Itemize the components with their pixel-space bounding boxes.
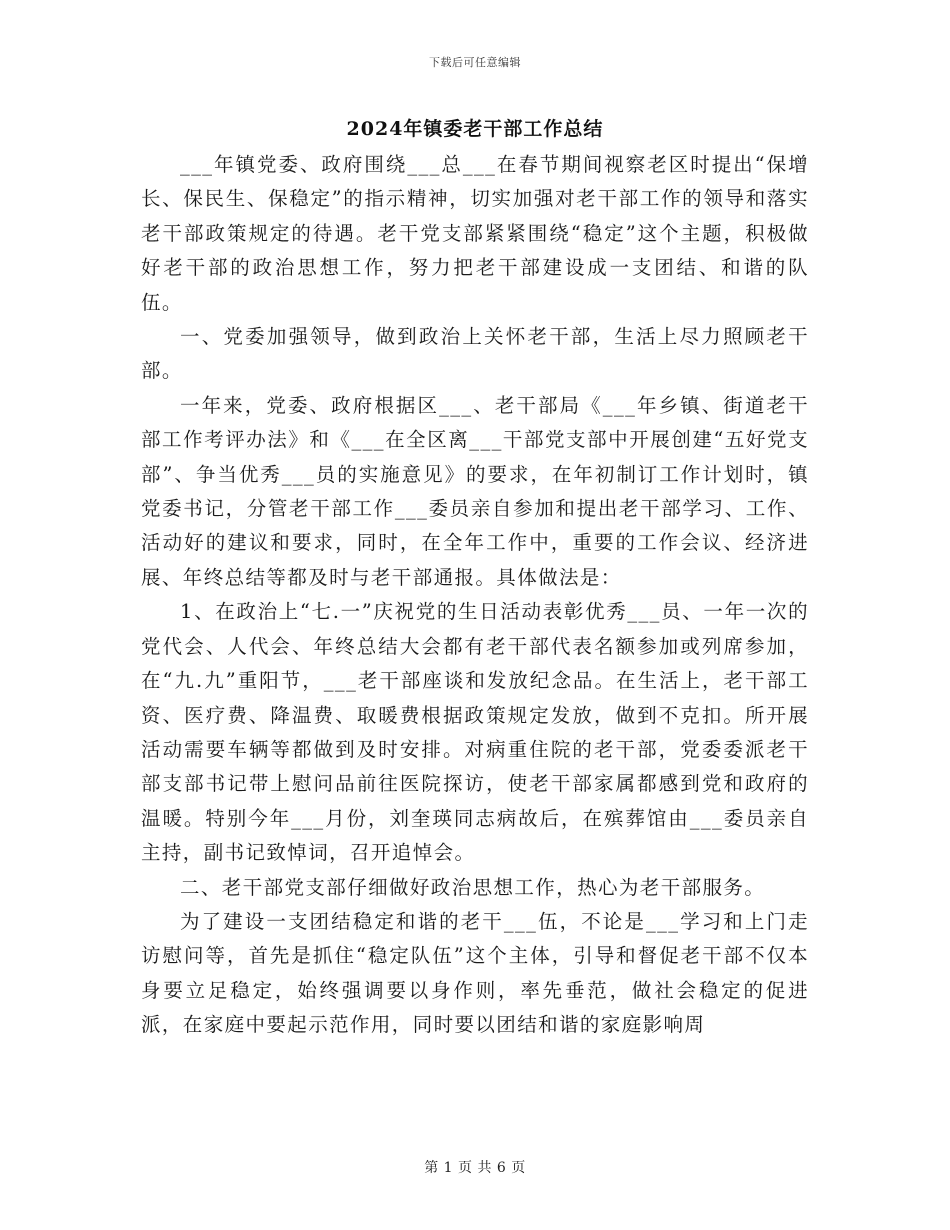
paragraph-3: 为了建设一支团结稳定和谐的老干___伍，不论是___学习和上门走访慰问等，首先是抓住“稳定队伍”这个主体，引导和督促老干部不仅本身要立足稳定，始终强调要以身作则，率先垂范，做社会稳定的促进派，在家庭中要起示范作用，同时要以团结和谐的家庭影响周 — [141, 909, 809, 1037]
paragraph-2: 1、在政治上“七.一”庆祝党的生日活动表彰优秀___员、一年一次的党代会、人代会、年终总结大会都有老干部代表名额参加或列席参加，在“九.九”重阳节，___老干部座谈和发放纪念品。在生活上，老干部工资、医疗费、降温费、取暖费根据政策规定发放，做到不克扣。所开展活动需要车辆等都做到及时安排。对病重住院的老干部，党委委派老干部支部书记带上慰问品前往医院探访，使老干部家属都感到党和政府的温暖。特别今年___月份，刘奎瑛同志病故后，在殡葬馆由___委员亲自主持，副书记致悼词，召开追悼会。 — [141, 600, 809, 865]
document-title: 2024年镇委老干部工作总结 — [346, 118, 604, 140]
section-heading-1: 一、党委加强领导，做到政治上关怀老干部，生活上尽力照顾老干部。 — [141, 325, 809, 383]
document-body — [141, 148, 809, 1043]
paragraph-intro: ___年镇党委、政府围绕___总___在春节期间视察老区时提出“保增长、保民生、保稳定”的指示精神，切实加强对老干部工作的领导和落实老干部政策规定的待遇。老干党支部紧紧围绕“稳定”这个主题，积极做好老干部的政治思想工作，努力把老干部建设成一支团结、和谐的队伍。 — [141, 153, 809, 314]
header-note: 下载后可任意编辑 — [429, 56, 521, 69]
section-heading-2: 二、老干部党支部仔细做好政治思想工作，热心为老干部服务。 — [180, 875, 766, 899]
paragraph-1: 一年来，党委、政府根据区___、老干部局《___年乡镇、街道老干部工作考评办法》和《___在全区离___干部党支部中开展创建“五好党支部”、争当优秀___员的实施意见》的要求，在年初制订工作计划时，镇党委书记，分管老干部工作___委员亲自参加和提出老干部学习、工作、活动好的建议和要求，同时，在全年工作中，重要的工作会议、经济进展、年终总结等都及时与老干部通报。具体做法是： — [141, 393, 809, 589]
page-number: 第 1 页 共 6 页 — [424, 1160, 526, 1176]
